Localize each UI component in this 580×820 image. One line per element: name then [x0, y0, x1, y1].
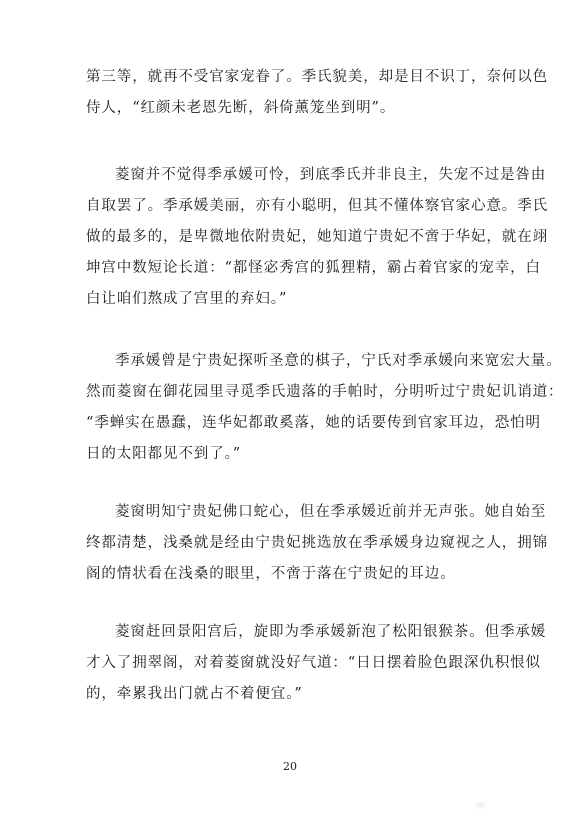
text-line: 菱窗赶回景阳宫后，旋即为季承媛新泡了松阳银猴茶。但季承媛 [115, 624, 547, 640]
text-line: 终都清楚，浅桑就是经由宁贵妃挑选放在季承媛身边窥视之人，拥锦 [86, 535, 548, 551]
text-line: 日的太阳都见不到了。” [86, 446, 242, 462]
paragraph-1 [86, 62, 548, 124]
text-line: 的，牵累我出门就占不着便宜。” [86, 686, 303, 702]
text-line: 阁的情状看在浅桑的眼里，不啻于落在宁贵妃的耳边。 [86, 566, 456, 582]
paragraph-3 [86, 346, 564, 470]
text-line: “季蝉实在愚蠢，连华妃都敢奚落，她的话要传到官家耳边，恐怕明 [86, 415, 541, 431]
text-line: 侍人，“红颜未老恩先断，斜倚薰笼坐到明”。 [86, 100, 396, 116]
text-line: 才入了拥翠阁，对着菱窗就没好气道：“日日摆着脸色跟深仇积恨似 [86, 655, 541, 671]
text-line: 做的最多的，是卑微地依附贵妃，她知道宁贵妃不啻于华妃，就在翊 [86, 229, 548, 245]
text-line: 自取罢了。季承媛美丽，亦有小聪明，但其不懂体察官家心意。季氏 [86, 198, 548, 214]
text-line: 坤宫中数短论长道：“都怪宓秀宫的狐狸精，霸占着官家的宠幸，白 [86, 260, 541, 276]
paragraph-5 [86, 617, 547, 710]
text-line: 然而菱窗在御花园里寻觅季氏遗落的手帕时，分明听过宁贵妃讥诮道： [86, 384, 564, 400]
text-line: 第三等，就再不受官家宠眷了。季氏貌美，却是目不识丁，奈何以色 [86, 69, 548, 85]
scan-smudge [474, 800, 488, 810]
text-line: 菱窗并不觉得季承媛可怜，到底季氏并非良主，失宠不过是咎由 [115, 167, 547, 183]
paragraph-2 [86, 160, 548, 315]
text-line: 白让咱们熬成了宫里的弃妇。” [86, 291, 288, 307]
paragraph-4 [86, 497, 548, 590]
text-line: 菱窗明知宁贵妃佛口蛇心，但在季承媛近前并无声张。她自始至 [115, 504, 547, 520]
text-line: 季承媛曾是宁贵妃探听圣意的棋子，宁氏对季承媛向来宽宏大量。 [115, 353, 562, 369]
page-number: 20 [283, 760, 297, 773]
